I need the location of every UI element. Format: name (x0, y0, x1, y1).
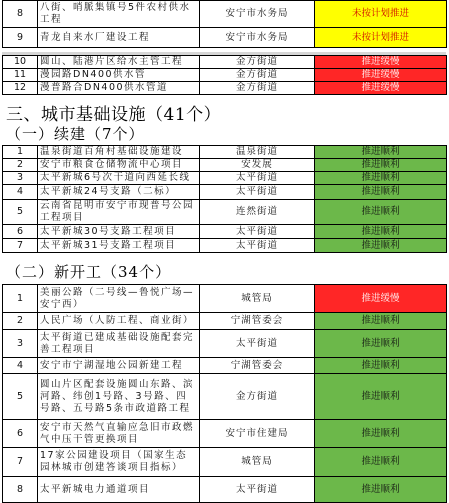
table-row (3, 146, 447, 159)
project-name-cell: 云南省昆明市安宁市现普号公园工程项目 (38, 200, 200, 225)
responsible-unit-cell: 太平街道 (200, 477, 315, 503)
table-row (3, 225, 447, 239)
table-row (3, 420, 447, 448)
row-number-cell: 2 (3, 159, 38, 172)
responsible-unit-cell: 安宁市水务局 (200, 28, 315, 48)
table-row (3, 185, 447, 200)
row-number-cell: 1 (3, 285, 38, 313)
project-name-cell: 17家公园建设项目（国家生态园林城市创建答谈项目指标） (38, 448, 200, 477)
table-row (3, 313, 447, 330)
project-name-cell: 太平街道已建成基础设施配套完善工程项目 (38, 330, 200, 358)
row-number-cell: 2 (3, 313, 38, 330)
project-name-cell: 圆山、陆港片区给水主管工程 (38, 56, 200, 69)
project-name-cell: 太平新城31号支路工程项目 (38, 239, 200, 253)
progress-status-cell: 推进顺利 (315, 420, 447, 448)
table-row (3, 477, 447, 503)
row-number-cell: 10 (3, 56, 38, 69)
row-number-cell: 8 (3, 477, 38, 503)
progress-status-cell: 未按计划推进 (315, 1, 447, 28)
table-row (3, 69, 447, 82)
row-number-cell: 12 (3, 82, 38, 95)
progress-status-cell: 推进顺利 (315, 225, 447, 239)
responsible-unit-cell: 城管局 (200, 448, 315, 477)
progress-status-cell: 推进顺利 (315, 185, 447, 200)
responsible-unit-cell: 金方街道 (200, 69, 315, 82)
responsible-unit-cell: 安宁市住建局 (200, 420, 315, 448)
project-name-cell: 太平新城24号支路（二标） (38, 185, 200, 200)
responsible-unit-cell: 金方街道 (200, 374, 315, 420)
project-name-cell: 太平新城电力通道项目 (38, 477, 200, 503)
progress-status-cell: 推进顺利 (315, 448, 447, 477)
row-number-cell: 4 (3, 358, 38, 374)
responsible-unit-cell: 城管局 (200, 285, 315, 313)
table-row (3, 358, 447, 374)
responsible-unit-cell: 太平街道 (200, 330, 315, 358)
project-name-cell: 圆山片区配套设施圆山东路、滨河路、纬创1号路、3号路、四号路、五号路5条市政道路工程 (38, 374, 200, 420)
subsection-title-new: （二）新开工（34个） (6, 263, 172, 281)
progress-status-cell: 推进顺利 (315, 374, 447, 420)
subsection-title-continuing: （一）续建（7个） (6, 125, 145, 143)
table-row (3, 172, 447, 185)
table-row (3, 330, 447, 358)
progress-status-cell: 推进顺利 (315, 239, 447, 253)
table-row (3, 200, 447, 225)
progress-status-cell: 推进顺利 (315, 330, 447, 358)
progress-status-cell: 推进顺利 (315, 172, 447, 185)
responsible-unit-cell: 宁湖管委会 (200, 358, 315, 374)
project-name-cell: 人民广场（人防工程、商业街） (38, 313, 200, 330)
responsible-unit-cell: 金方街道 (200, 82, 315, 95)
row-number-cell: 6 (3, 420, 38, 448)
row-number-cell: 3 (3, 172, 38, 185)
project-name-cell: 八街、哨脈集镇号5件农村供水工程 (38, 1, 200, 28)
table-block-continuing (2, 145, 447, 253)
row-number-cell: 8 (3, 1, 38, 28)
progress-status-cell: 推进缓慢 (315, 69, 447, 82)
progress-status-cell: 推进缓慢 (315, 285, 447, 313)
table-row (3, 159, 447, 172)
table-block-water (2, 0, 447, 48)
row-number-cell: 5 (3, 200, 38, 225)
table-row (3, 285, 447, 313)
section-title: 三、城市基础设施（41个） (6, 105, 222, 125)
project-name-cell: 青龙自来水厂建设工程 (38, 28, 200, 48)
project-name-cell: 太平新城30号支路工程项目 (38, 225, 200, 239)
table-row (3, 56, 447, 69)
table-row (3, 448, 447, 477)
row-number-cell: 11 (3, 69, 38, 82)
progress-status-cell: 推进顺利 (315, 313, 447, 330)
responsible-unit-cell: 太平街道 (200, 225, 315, 239)
row-number-cell: 7 (3, 448, 38, 477)
progress-status-cell: 推进缓慢 (315, 56, 447, 69)
row-number-cell: 9 (3, 28, 38, 48)
progress-status-cell: 推进顺利 (315, 358, 447, 374)
responsible-unit-cell: 太平街道 (200, 185, 315, 200)
table-row (3, 82, 447, 95)
row-number-cell: 1 (3, 146, 38, 159)
responsible-unit-cell: 太平街道 (200, 172, 315, 185)
table-row (3, 1, 447, 28)
table-block-new (2, 284, 447, 503)
table-row (3, 28, 447, 48)
project-name-cell: 温泉街道百角村基础设施建设 (38, 146, 200, 159)
responsible-unit-cell: 温泉街道 (200, 146, 315, 159)
progress-status-cell: 未按计划推进 (315, 28, 447, 48)
responsible-unit-cell: 安发展 (200, 159, 315, 172)
progress-status-cell: 推进顺利 (315, 200, 447, 225)
row-number-cell: 4 (3, 185, 38, 200)
row-number-cell: 3 (3, 330, 38, 358)
project-name-cell: 漫园路DN400供水管 (38, 69, 200, 82)
responsible-unit-cell: 金方街道 (200, 56, 315, 69)
row-number-cell: 7 (3, 239, 38, 253)
responsible-unit-cell: 宁湖管委会 (200, 313, 315, 330)
table-block-supply (2, 55, 447, 95)
table-row (3, 374, 447, 420)
project-name-cell: 太平新城6号次干道向西延长线 (38, 172, 200, 185)
responsible-unit-cell: 安宁市水务局 (200, 1, 315, 28)
project-name-cell: 安宁市粮食仓储物流中心项目 (38, 159, 200, 172)
project-name-cell: 安宁市宁湖湿地公园新建工程 (38, 358, 200, 374)
progress-status-cell: 推进顺利 (315, 146, 447, 159)
table-row (3, 239, 447, 253)
responsible-unit-cell: 太平街道 (200, 239, 315, 253)
project-name-cell: 漫普路合DN400供水管道 (38, 82, 200, 95)
progress-status-cell: 推进顺利 (315, 477, 447, 503)
project-name-cell: 美丽公路（二号线—鲁悦广场—安宁西） (38, 285, 200, 313)
project-name-cell: 安宁市天然气直输应急旧市政燃气中压干管更换项目 (38, 420, 200, 448)
row-number-cell: 6 (3, 225, 38, 239)
row-number-cell: 5 (3, 374, 38, 420)
responsible-unit-cell: 连然街道 (200, 200, 315, 225)
progress-status-cell: 推进缓慢 (315, 82, 447, 95)
progress-status-cell: 推进顺利 (315, 159, 447, 172)
